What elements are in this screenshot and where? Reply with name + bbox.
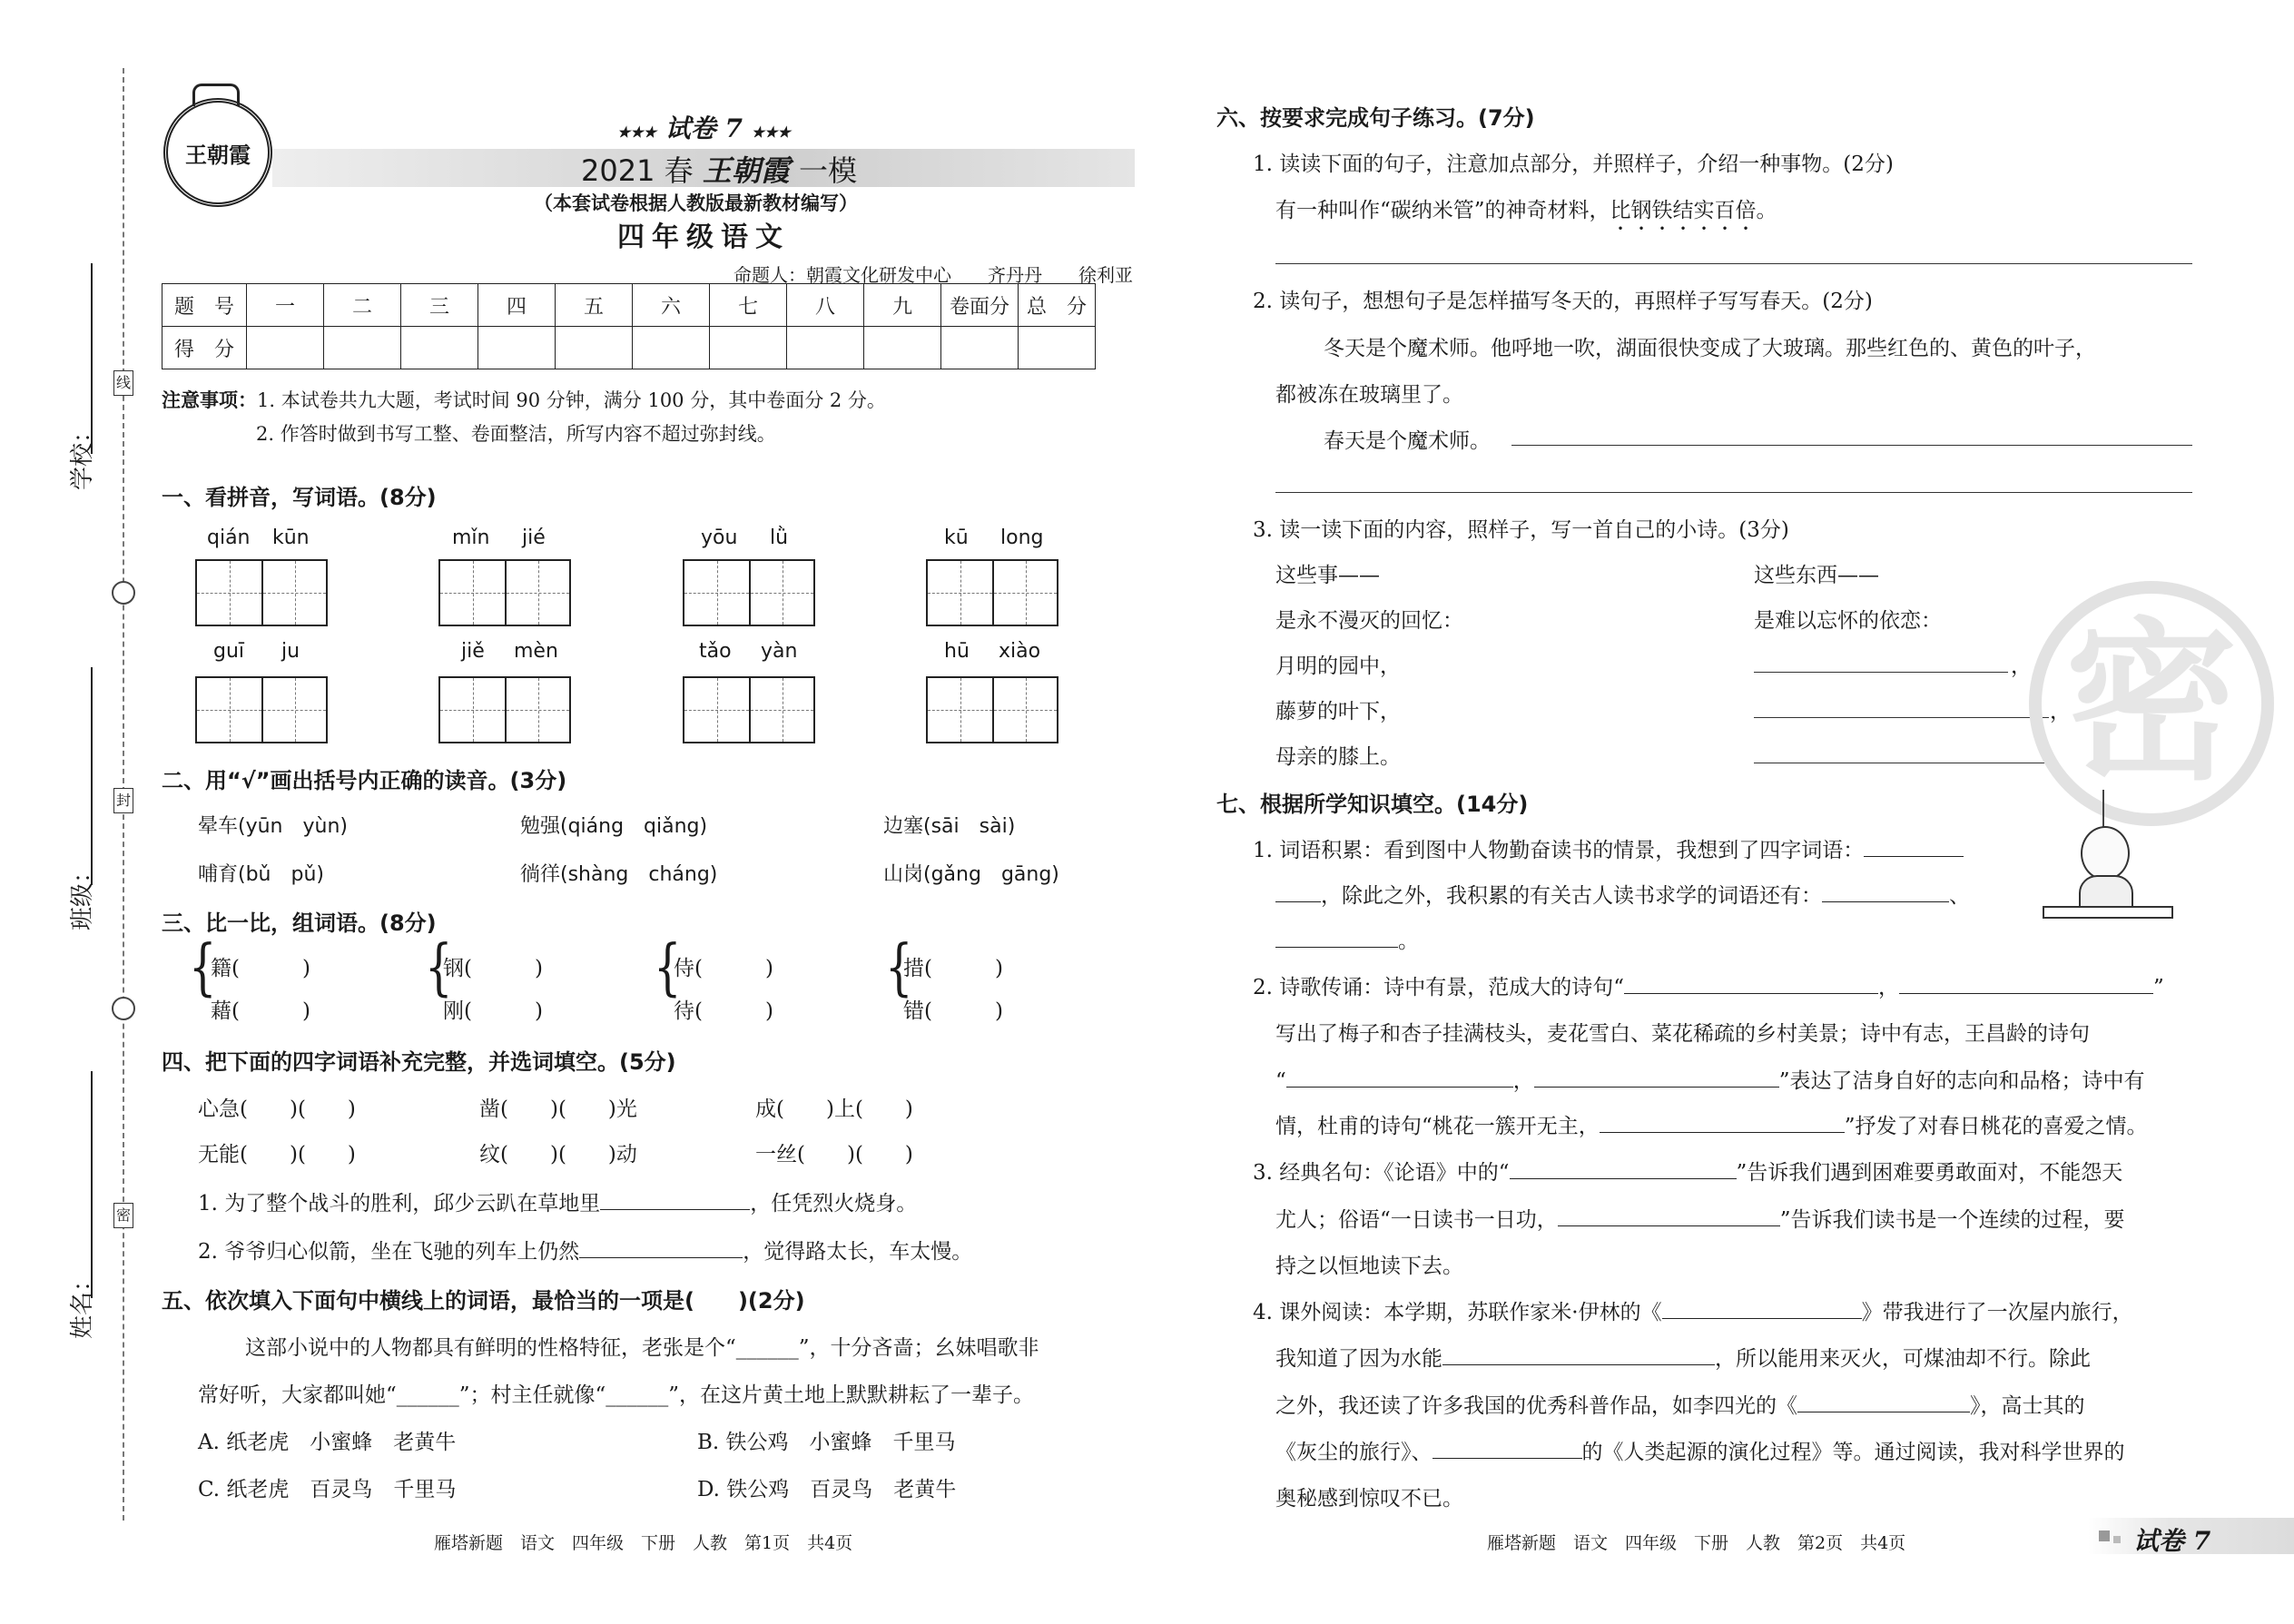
q3-word[interactable]: 错( ) (903, 999, 1003, 1023)
score-header-cell: 九 (864, 284, 941, 327)
q5-passage-line: 常好听，大家都叫她“______”；村主任就像“______”，在这片黄土地上默默耕耘了一辈子。 (198, 1383, 1035, 1407)
score-cell[interactable] (1019, 327, 1096, 369)
writing-grid[interactable] (926, 676, 1058, 743)
q5-option[interactable]: A. 纸老虎 小蜜蜂 老黄牛 (198, 1431, 457, 1454)
q4-idiom[interactable]: 一丝( )( ) (755, 1143, 913, 1166)
q7-p4-line1 (1253, 1295, 2133, 1325)
q6-example-end: 。 (1756, 199, 1777, 222)
exam-title (581, 148, 857, 190)
pinyin: kūn (272, 527, 310, 549)
q7-p4-text: 《灰尘的旅行》、 (1275, 1441, 1433, 1464)
person-head (2081, 826, 2130, 881)
q7-p3-text: 3. 经典名句：《论语》中的“ (1253, 1161, 1510, 1185)
q2-item[interactable]: 哺育(bǔ pǔ) (198, 863, 324, 886)
poem-left-line: 这些事—— (1275, 564, 1380, 587)
score-header-cell: 四 (478, 284, 556, 327)
pinyin: mèn (514, 640, 558, 663)
q7-p4-line3 (1275, 1389, 2085, 1419)
pinyin: yàn (761, 640, 798, 663)
q4-idiom[interactable]: 成( )上( ) (755, 1097, 913, 1121)
q4-sentence-2 (198, 1235, 972, 1265)
score-cell[interactable] (710, 327, 787, 369)
q7-p4-text: ，所以能用来灭火，可煤油却不行。除此 (1715, 1347, 2091, 1371)
brace-icon: { (425, 931, 453, 1004)
q6-answer-line[interactable] (1275, 263, 2192, 264)
poem-left-line: 是永不漫灭的回忆： (1275, 609, 1463, 633)
q7-blank[interactable] (1534, 1086, 1779, 1088)
score-cell[interactable] (941, 327, 1019, 369)
poem-left-line: 母亲的膝上。 (1275, 745, 1401, 769)
brace-icon: { (189, 931, 217, 1004)
brand-logo (163, 98, 272, 207)
q7-p3-line2 (1275, 1203, 2125, 1233)
q4-s1-text: 1. 为了整个战斗的胜利，邱少云趴在草地里 (198, 1192, 601, 1216)
name-label: 姓名： (69, 1267, 96, 1339)
poem-answer-line[interactable] (1754, 672, 2008, 673)
exam-title-brand: 王朝霞 (702, 153, 790, 188)
name-field[interactable] (91, 1071, 93, 1298)
q4-s1-text-end: ，任凭烈火烧身。 (750, 1192, 918, 1216)
q3-word[interactable]: 待( ) (674, 999, 773, 1023)
poem-punct: ， (2050, 700, 2071, 723)
q2-item[interactable]: 徜徉(shàng cháng) (520, 863, 718, 886)
q7-blank[interactable] (1864, 855, 1964, 857)
score-cell[interactable] (247, 327, 324, 369)
writing-grid[interactable] (438, 676, 571, 743)
score-cell[interactable] (478, 327, 556, 369)
q4-idiom[interactable]: 无能( )( ) (198, 1143, 356, 1166)
q7-p3-line1 (1253, 1156, 2122, 1186)
pinyin: tǎo (699, 640, 732, 663)
seal-seal-mark: 封 (113, 788, 133, 813)
q7-blank[interactable] (1442, 1363, 1715, 1365)
exam-title-suffix: 一模 (798, 153, 857, 188)
school-label: 学校： (69, 418, 96, 490)
q6-answer-line[interactable] (1275, 492, 2192, 493)
score-table-header-row (162, 284, 1096, 327)
notes (162, 386, 886, 413)
q7-p3-text: ”告诉我们读书是一个连续的过程，要 (1779, 1208, 2125, 1232)
q7-p2-line1 (1253, 970, 2164, 1000)
q3-word[interactable]: 钢( ) (443, 957, 543, 980)
q7-p2-line2: 写出了梅子和杏子挂满枝头，麦花雪白、菜花稀疏的乡村美景；诗中有志，王昌龄的诗句 (1275, 1022, 2090, 1046)
q2-title: 二、用“√”画出括号内正确的读音。(3分) (162, 768, 567, 793)
left-footer: 雁塔新题 语文 四年级 下册 人教 第1页 共4页 (434, 1533, 853, 1553)
notes-item: 1. 本试卷共九大题，考试时间 90 分钟，满分 100 分，其中卷面分 2 分。 (257, 389, 886, 411)
secret-stamp-text: 密 (2064, 603, 2238, 803)
corner-squares-icon (2099, 1530, 2110, 1541)
writing-grid[interactable] (683, 676, 815, 743)
writing-grid[interactable] (438, 559, 571, 626)
q7-blank[interactable] (1624, 992, 1878, 994)
q4-s1-blank[interactable] (600, 1208, 750, 1210)
binding-knot-icon (112, 581, 135, 605)
q7-p2-sep: ， (1512, 1069, 1534, 1093)
q7-p2-quote: ” (2153, 976, 2164, 999)
writing-grid[interactable] (195, 676, 328, 743)
q7-p4-text: 》带我进行了一次屋内旅行， (1861, 1301, 2133, 1324)
score-row-label: 得 分 (162, 327, 247, 369)
q4-s2-blank[interactable] (579, 1256, 743, 1258)
q7-p4-text: 我知道了因为水能 (1275, 1347, 1442, 1371)
exam-subtitle: （本套试卷根据人教版最新教材编写） (534, 192, 858, 214)
corner-tag-text: 试卷 7 (2133, 1526, 2211, 1556)
binding-margin (0, 0, 154, 1624)
q7-blank[interactable] (1797, 1411, 1970, 1412)
q5-option[interactable]: C. 纸老虎 百灵鸟 千里马 (198, 1478, 457, 1501)
score-header-cell: 六 (633, 284, 710, 327)
poem-left-line: 藤萝的叶下， (1275, 700, 1401, 723)
score-header-cell: 五 (556, 284, 633, 327)
score-header-cell: 题 号 (162, 284, 247, 327)
score-cell[interactable] (633, 327, 710, 369)
q3-word[interactable]: 籍( ) (211, 957, 310, 980)
score-table-score-row (162, 327, 1096, 369)
score-cell[interactable] (864, 327, 941, 369)
pinyin: ju (281, 640, 300, 663)
poem-answer-line[interactable] (1754, 717, 2049, 718)
q5-passage-line: 这部小说中的人物都具有鲜明的性格特征，老张是个“______”，十分吝啬；幺妹唱歌非 (245, 1336, 1039, 1360)
hanging-string (2102, 790, 2104, 828)
pinyin: xiào (999, 640, 1041, 663)
star-icon: ★★★ (617, 123, 657, 141)
q2-item[interactable]: 山岗(gǎng gāng) (883, 863, 1059, 886)
q7-blank[interactable] (1600, 1131, 1845, 1133)
score-cell[interactable] (324, 327, 401, 369)
q6-sub3: 3. 读一读下面的内容，照样子，写一首自己的小诗。(3分) (1253, 518, 1789, 542)
q7-p1-line3 (1275, 924, 1419, 954)
score-header-cell: 八 (787, 284, 864, 327)
q6-sub2-prompt: 春天是个魔术师。 (1324, 429, 1491, 453)
pinyin: hū (944, 640, 970, 663)
pinyin: yōu (701, 527, 738, 549)
desk (2043, 906, 2173, 919)
score-header-cell: 三 (401, 284, 478, 327)
authors-line: 命题人：朝霞文化研发中心 齐丹丹 徐利亚 (733, 264, 1133, 286)
q7-p1-text: ，除此之外，我积累的有关古人读书求学的词语还有： (1321, 884, 1822, 908)
q3-word[interactable]: 藉( ) (211, 999, 310, 1023)
q7-p2-quote: “ (1275, 1069, 1286, 1093)
exam-title-year: 2021 春 (581, 153, 694, 188)
seal-secret-mark: 密 (113, 1203, 133, 1228)
writing-grid[interactable] (926, 559, 1058, 626)
q7-blank[interactable] (1558, 1225, 1780, 1226)
writing-grid[interactable] (683, 559, 815, 626)
q2-item[interactable]: 勉强(qiáng qiǎng) (520, 815, 708, 838)
q4-idiom[interactable]: 纹( )( )动 (479, 1143, 637, 1166)
q7-p1-text: 1. 词语积累：看到图中人物勤奋读书的情景，我想到了四字词语： (1253, 839, 1865, 862)
score-cell[interactable] (787, 327, 864, 369)
q7-p1-sep: 、 (1949, 884, 1970, 908)
corner-tag (2088, 1518, 2294, 1554)
q7-blank[interactable] (1275, 901, 1321, 902)
score-table (162, 283, 1096, 369)
pinyin: jié (522, 527, 546, 549)
brace-icon: { (654, 931, 682, 1004)
q3-title: 三、比一比，组词语。(8分) (162, 910, 437, 936)
q4-title: 四、把下面的四字词语补充完整，并选词填空。(5分) (162, 1049, 676, 1075)
q7-title: 七、根据所学知识填空。(14分) (1216, 792, 1529, 817)
paper-number-text: 试卷 7 (665, 113, 743, 143)
q7-p2-text: ”抒发了对春日桃花的喜爱之情。 (1844, 1115, 2148, 1138)
seal-line-mark: 线 (113, 370, 133, 396)
q7-p4-line5: 奥秘感到惊叹不已。 (1275, 1487, 1463, 1511)
q6-sub1-example (1275, 193, 1777, 235)
q5-option[interactable]: D. 铁公鸡 百灵鸟 老黄牛 (697, 1478, 957, 1501)
poem-right-line: 是难以忘怀的依恋： (1754, 609, 1942, 633)
star-icon: ★★★ (751, 123, 791, 141)
right-footer: 雁塔新题 语文 四年级 下册 人教 第2页 共4页 (1487, 1533, 1906, 1553)
q7-blank[interactable] (1510, 1177, 1737, 1179)
q3-word[interactable]: 刚( ) (443, 999, 543, 1023)
q2-item[interactable]: 晕车(yūn yùn) (198, 815, 348, 838)
poem-right-line: 这些东西—— (1754, 564, 1879, 587)
q7-blank[interactable] (1899, 992, 2153, 994)
q2-item[interactable]: 边塞(sāi sài) (883, 815, 1016, 838)
score-header-cell: 总 分 (1019, 284, 1096, 327)
reading-person-illustration (2043, 790, 2174, 935)
score-cell[interactable] (401, 327, 478, 369)
q5-title: 五、依次填入下面句中横线上的词语，最恰当的一项是( )(2分) (162, 1288, 805, 1314)
pinyin: lǜ (770, 527, 789, 549)
score-header-cell: 一 (247, 284, 324, 327)
score-header-cell: 七 (710, 284, 787, 327)
notes-label: 注意事项： (162, 389, 257, 411)
q7-p2-text: ”表达了洁身自好的志向和品格；诗中有 (1778, 1069, 2145, 1093)
q7-p2-line4 (1275, 1109, 2148, 1139)
pinyin: qián (207, 527, 251, 549)
q3-word[interactable]: 措( ) (903, 957, 1003, 980)
q7-p1-line2 (1275, 879, 1970, 909)
q7-p3-line3: 持之以恒地读下去。 (1275, 1255, 1463, 1278)
pinyin: jiě (461, 640, 485, 663)
q7-p4-text: 》，高士其的 (1970, 1394, 2085, 1418)
score-header-cell: 卷面分 (941, 284, 1019, 327)
q6-title: 六、按要求完成句子练习。(7分) (1216, 105, 1535, 131)
q7-p1-end: 。 (1398, 930, 1419, 953)
q7-p3-text: 尤人；俗语“一日读书一日功， (1275, 1208, 1558, 1232)
score-cell[interactable] (556, 327, 633, 369)
q7-p2-line3 (1275, 1064, 2145, 1094)
pinyin: mǐn (452, 527, 490, 549)
q6-example-emphasis: 比钢铁结实百倍 (1610, 199, 1757, 222)
q6-sub2-example: 都被冻在玻璃里了。 (1275, 383, 1463, 407)
q7-blank[interactable] (1286, 1086, 1513, 1088)
pinyin: long (1000, 527, 1044, 549)
pinyin: guī (213, 640, 245, 663)
binding-knot-icon (112, 997, 135, 1020)
q7-blank[interactable] (1433, 1457, 1582, 1459)
paper-number (617, 109, 791, 145)
logo-crown-icon (192, 84, 240, 106)
q7-p2-sep: ， (1878, 976, 1900, 999)
writing-grid[interactable] (195, 559, 328, 626)
q7-p3-text: ”告诉我们遇到困难要勇敢面对，不能怨天 (1736, 1161, 2123, 1185)
q6-answer-line[interactable] (1511, 445, 2192, 446)
q7-p4-line2 (1275, 1342, 2091, 1372)
q7-p1-line1 (1253, 833, 1964, 863)
brace-icon: { (885, 931, 913, 1004)
q6-sub1: 1. 读读下面的句子，注意加点部分，并照样子，介绍一种事物。(2分) (1253, 153, 1894, 176)
notes-item: 2. 作答时做到书写工整、卷面整洁，所写内容不超过弥封线。 (256, 423, 776, 445)
q1-title: 一、看拼音，写词语。(8分) (162, 485, 437, 510)
school-field[interactable] (91, 263, 93, 454)
q7-p4-text: 4. 课外阅读：本学期，苏联作家米·伊林的《 (1253, 1301, 1662, 1324)
brand-logo-text: 王朝霞 (185, 141, 251, 168)
subject-title: 四年级语文 (617, 221, 790, 253)
q4-sentence-1 (198, 1186, 917, 1216)
poem-left-line: 月明的园中， (1275, 655, 1401, 678)
q3-word[interactable]: 侍( ) (674, 957, 773, 980)
q7-p2-text: 情，杜甫的诗句“桃花一簇开无主， (1275, 1115, 1600, 1138)
q4-s2-text: 2. 爷爷归心似箭，坐在飞驰的列车上仍然 (198, 1240, 580, 1264)
q5-option[interactable]: B. 铁公鸡 小蜜蜂 千里马 (697, 1431, 956, 1454)
corner-squares-icon (2113, 1536, 2121, 1543)
poem-punct: 。 (2050, 745, 2071, 769)
class-label: 班级： (69, 859, 96, 930)
q7-p2-text: 2. 诗歌传诵：诗中有景，范成大的诗句“ (1253, 976, 1625, 999)
q6-sub2-example: 冬天是个魔术师。他呼地一吹，湖面很快变成了大玻璃。那些红色的、黄色的叶子， (1324, 337, 2096, 360)
class-field[interactable] (91, 667, 93, 885)
q7-blank[interactable] (1275, 946, 1398, 948)
q6-sub2: 2. 读句子，想想句子是怎样描写冬天的，再照样子写写春天。(2分) (1253, 290, 1873, 313)
q6-example-text: 有一种叫作“碳纳米管”的神奇材料， (1275, 199, 1610, 222)
q7-p4-text: 之外，我还读了许多我国的优秀科普作品，如李四光的《 (1275, 1394, 1797, 1418)
q7-blank[interactable] (1822, 901, 1949, 902)
q7-p4-text: 的《人类起源的演化过程》等。通过阅读，我对科学世界的 (1581, 1441, 2125, 1464)
q4-idiom[interactable]: 凿( )( )光 (479, 1097, 637, 1121)
q4-idiom[interactable]: 心急( )( ) (198, 1097, 356, 1121)
score-header-cell: 二 (324, 284, 401, 327)
q7-p4-line4 (1275, 1435, 2125, 1465)
q7-blank[interactable] (1662, 1317, 1862, 1319)
poem-punct: ， (2011, 655, 2032, 678)
q4-s2-text-end: ，觉得路太长，车太慢。 (743, 1240, 973, 1264)
pinyin: kū (944, 527, 969, 549)
